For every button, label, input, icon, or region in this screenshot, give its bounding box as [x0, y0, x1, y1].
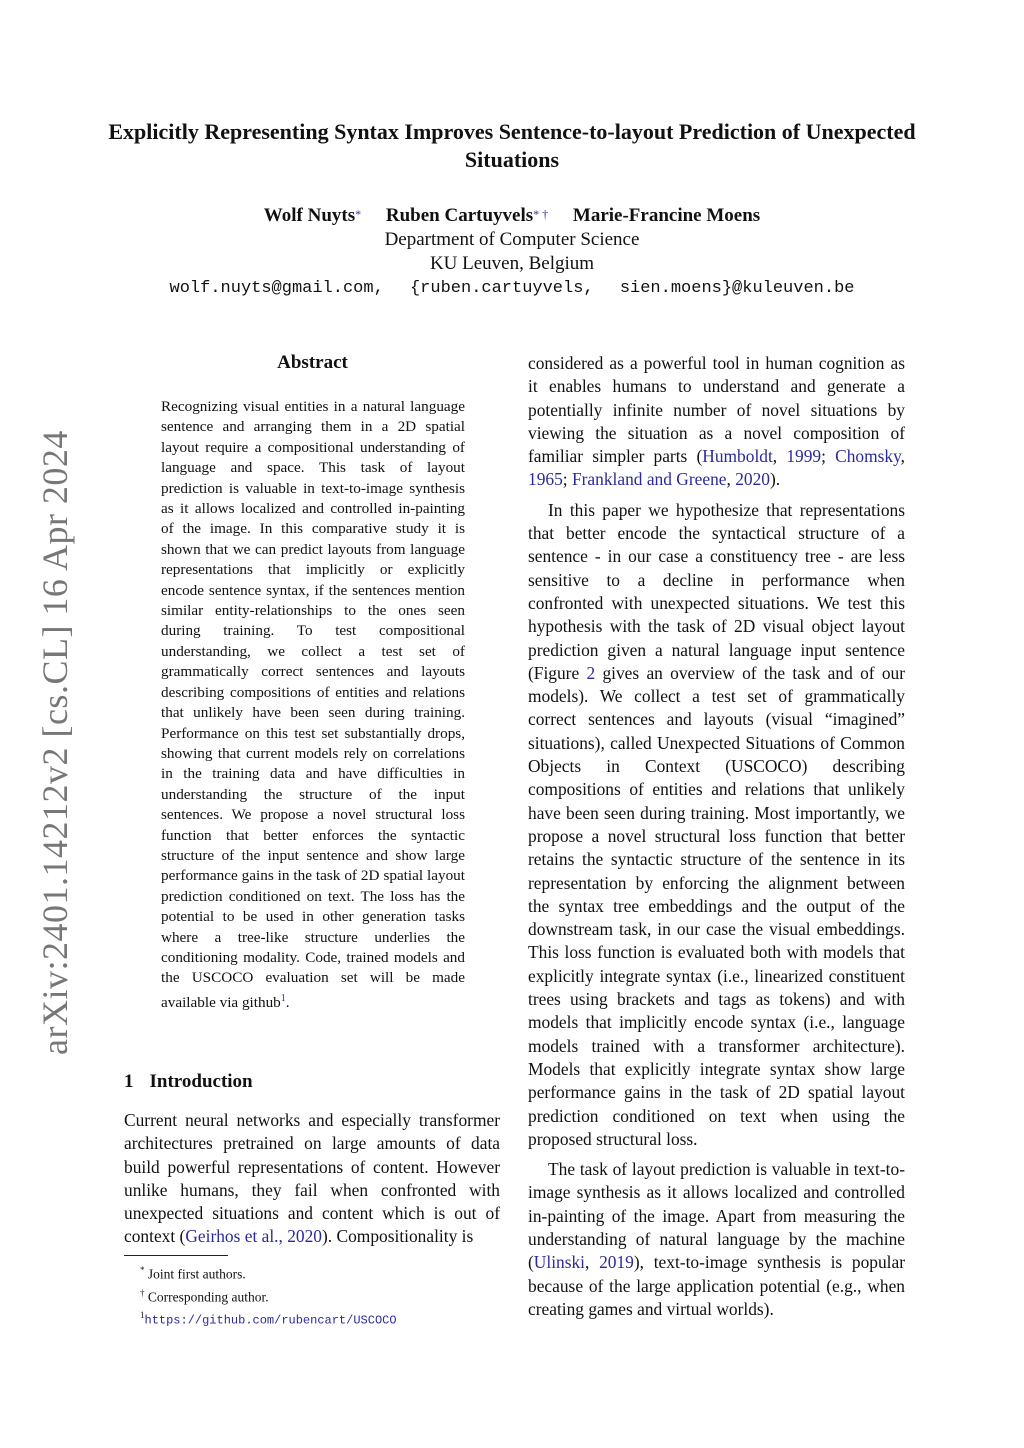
abstract-body: [161, 397, 465, 1013]
email-1: wolf.nuyts@gmail.com,: [169, 279, 384, 298]
rp1-sep4: ;: [562, 469, 572, 490]
github-link[interactable]: https://github.com/rubencart/USCOCO: [144, 1313, 397, 1328]
author-2-mark: * †: [533, 207, 549, 221]
author-1-mark: *: [355, 207, 362, 221]
rp1-text: considered as a powerful tool in human cognition as it enables humans to understand and generate a potentially infinite number of novel situations by viewing the situation as a novel composition of familiar simpler parts (: [528, 353, 905, 467]
email-3: sien.moens}@kuleuven.be: [619, 279, 855, 298]
footnote-github: [140, 1306, 500, 1331]
citation-ulinski[interactable]: Ulinski: [533, 1252, 586, 1273]
citation-ulinski-year[interactable]: 2019: [599, 1252, 634, 1273]
rp1-sep5: ,: [726, 469, 736, 490]
intro-text-1: Current neural networks and especially transformer architectures pretrained on large amounts of data build powerful representations of content. However unlike humans, they fail when confronted with unexpected situations and content which is out of context (: [124, 1110, 500, 1247]
rp1-end: ).: [769, 469, 781, 490]
footnotes: [140, 1261, 500, 1331]
right-paragraph-3: [528, 1158, 905, 1321]
footnote-text-1: Joint first authors.: [147, 1266, 246, 1282]
author-1-name: Wolf Nuyts: [263, 205, 356, 226]
rp3-text-b: ), text-to-image synthesis is popular because of the large application potential (e.g., when creating games and virtual worlds).: [528, 1252, 905, 1319]
paper-title: Explicitly Representing Syntax Improves Sentence-to-layout Prediction of Unexpected Situations: [108, 119, 916, 172]
footnote-mark-2: †: [140, 1287, 145, 1298]
rp2-text-a: In this paper we hypothesize that representations that better encode the syntactical structure of a sentence - in our case a constituency tree - are less sensitive to a decline in performance when confronted with unexpected situations. We test this hypothesis with the task of 2D visual object layout prediction given a natural language input sentence (Figure: [528, 499, 905, 683]
author-emails: [100, 278, 924, 300]
section-title: Introduction: [149, 1071, 253, 1092]
rp3-text-a: The task of layout prediction is valuable in text-to-image synthesis as it allows localized and controlled in-painting of the image. Apart from measuring the understanding of natural language by the machine (: [528, 1159, 905, 1273]
author-3-name: Marie-Francine Moens: [572, 205, 761, 226]
footnote-corresponding: [140, 1284, 500, 1307]
intro-text-2: ). Compositionality is: [322, 1226, 474, 1247]
right-column: [528, 352, 905, 1321]
rp2-text-b: gives an overview of the task and of our models). We collect a test set of grammatically correct sentences and layouts (visual “imagined” situations), called Unexpected Situations of Common Objects in Context (USCOCO) describing compositions of entities and relations that unlikely have been seen during training. Most importantly, we propose a novel structural loss function that better retains the syntactic structure of the sentence in its representation by enforcing the alignment between the syntax tree embeddings and the output of the downstream task, in our case the visual embeddings. This loss function is evaluated both with models that explicitly integrate syntax (i.e., linearized constituent trees using brackets and tags as tokens) and with models that implicitly encode syntax (i.e., language models trained with a transformer architecture). Models that explicitly integrate syntax show large performance gains in the task of 2D spatial layout prediction conditioned on text when using the proposed structural loss.: [528, 662, 906, 1149]
section-number: 1: [124, 1071, 134, 1092]
author-1: [264, 204, 361, 228]
introduction-paragraph: [124, 1109, 500, 1249]
citation-geirhos[interactable]: Geirhos et al., 2020: [185, 1226, 323, 1247]
abstract-text: Recognizing visual entities in a natural language sentence and arranging them in a 2D spatial layout require a compositional understanding of language and space. This task of layout prediction is valuable in text-to-image synthesis as it allows localized and controlled in-painting of the image. In this comparative study it is shown that we can predict layouts from language representations that implicitly or explicitly encode sentence syntax, if the sentences mention similar entity-relationships to the ones seen during training. To test compositional understanding, we collect a test set of grammatically correct sentences and layouts describing compositions of entities and relations that unlikely have been seen during training. Performance on this test set substantially drops, showing that current models rely on correlations in the training data and have difficulties in understanding the structure of the input sentences. We propose a novel structural loss function that better enforces the syntactic structure of the input sentence and show large performance gains in the task of 2D spatial layout prediction conditioned on text. The loss has the potential to be used in other generation tasks where a tree-like structure underlies the conditioning modality. Code, trained models and the USCOCO evaluation set will be made available via github: [161, 398, 465, 1011]
footnote-mark-3: 1: [140, 1310, 145, 1320]
footnote-rule: [124, 1255, 228, 1256]
rp1-sep1: ,: [772, 446, 787, 467]
citation-humboldt-year[interactable]: 1999: [786, 446, 822, 467]
footnote-text-2: Corresponding author.: [147, 1289, 269, 1304]
affiliation-university: KU Leuven, Belgium: [429, 253, 595, 274]
right-paragraph-2: [528, 499, 905, 1151]
abstract-footnote-ref[interactable]: 1: [280, 992, 286, 1004]
email-2: {ruben.cartuyvels,: [409, 279, 594, 298]
citation-chomsky-year[interactable]: 1965: [528, 469, 563, 490]
right-paragraph-1: [528, 352, 905, 492]
footnote-joint-first: [140, 1261, 500, 1284]
author-list: [100, 204, 924, 228]
author-2: [386, 204, 548, 228]
section-heading-introduction: [124, 1071, 253, 1093]
affiliation-department: Department of Computer Science: [384, 229, 640, 250]
arxiv-identifier: arXiv:2401.14212v2 [cs.CL] 16 Apr 2024: [35, 430, 75, 1055]
citation-humboldt[interactable]: Humboldt: [702, 446, 773, 467]
rp1-sep2: ;: [821, 446, 836, 467]
footnote-mark-1: *: [140, 1265, 145, 1275]
citation-frankland[interactable]: Frankland and Greene: [571, 469, 727, 490]
abstract-end: .: [285, 993, 290, 1011]
rp1-sep3: ,: [900, 446, 905, 467]
citation-chomsky[interactable]: Chomsky: [835, 446, 901, 467]
author-3: [573, 204, 760, 228]
rp3-sep: ,: [585, 1252, 600, 1273]
author-2-name: Ruben Cartuyvels: [385, 205, 534, 226]
abstract-heading: Abstract: [277, 352, 348, 373]
figure-ref-2[interactable]: 2: [586, 662, 596, 683]
citation-frankland-year[interactable]: 2020: [735, 469, 770, 490]
